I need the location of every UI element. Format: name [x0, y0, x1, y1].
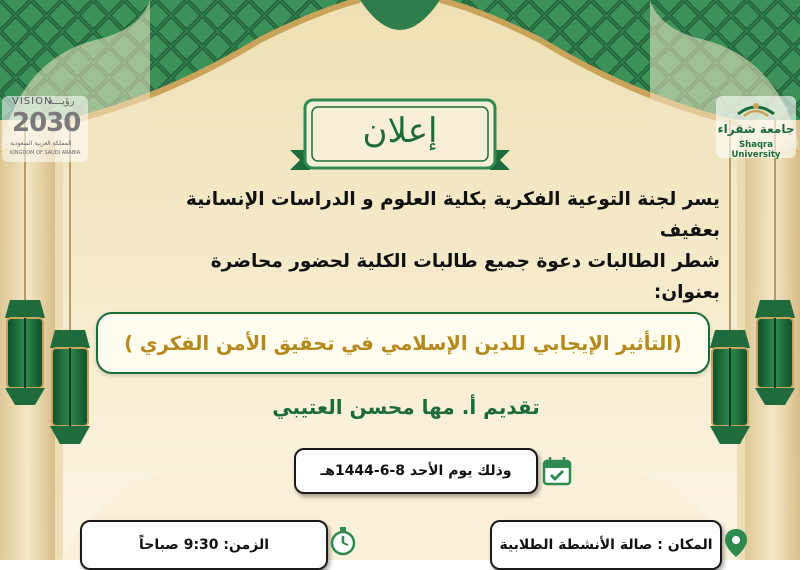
lecture-title: (التأثير الإيجابي للدين الإسلامي في تحقيق الأمن الفكري ) [124, 331, 682, 355]
vision-english-text: VISION [12, 96, 53, 107]
date-box [294, 448, 538, 494]
lantern-right-outer [755, 300, 795, 405]
shaqra-university-logo [716, 96, 796, 158]
time-text: الزمن: 9:30 صباحاً [138, 537, 270, 553]
announcement-line-1: يسر لجنة التوعية الفكرية بكلية العلوم و الدراسات الإنسانية بعفيف [186, 189, 720, 241]
time-box [80, 520, 328, 570]
lantern-left-outer [5, 300, 45, 405]
lecture-title-box [96, 312, 710, 374]
vision-year-text: 2030 [12, 108, 81, 138]
header-label: إعلان [362, 111, 438, 151]
calendar-check-icon [542, 456, 572, 486]
vision-arabic-text: رؤيـــة [48, 96, 75, 107]
vision-kingdom-en: KINGDOM OF SAUDI ARABIA [10, 150, 81, 156]
location-text: المكان : صالة الأنشطة الطلابية [499, 537, 713, 553]
university-english-name: Shaqra University [731, 140, 781, 160]
lantern-right-inner [710, 330, 750, 444]
lantern-left-inner [50, 330, 90, 444]
university-arabic-name: جامعة شقراء [717, 122, 795, 136]
stopwatch-icon [330, 526, 356, 556]
map-pin-icon [724, 528, 748, 558]
university-emblem-icon [736, 98, 776, 120]
vision-2030-logo [2, 96, 88, 162]
announcement-body [150, 184, 720, 308]
announcement-line-2: شطر الطالبات دعوة جميع طالبات الكلية لحضور محاضرة بعنوان: [210, 251, 720, 303]
presenter-name: تقديم أ. مها محسن العتيبي [272, 395, 540, 419]
location-box [490, 520, 722, 570]
date-text: وذلك يوم الأحد 8-6-1444هـ [320, 463, 512, 479]
vision-kingdom-ar: المملكة العربية السعودية [10, 140, 72, 147]
